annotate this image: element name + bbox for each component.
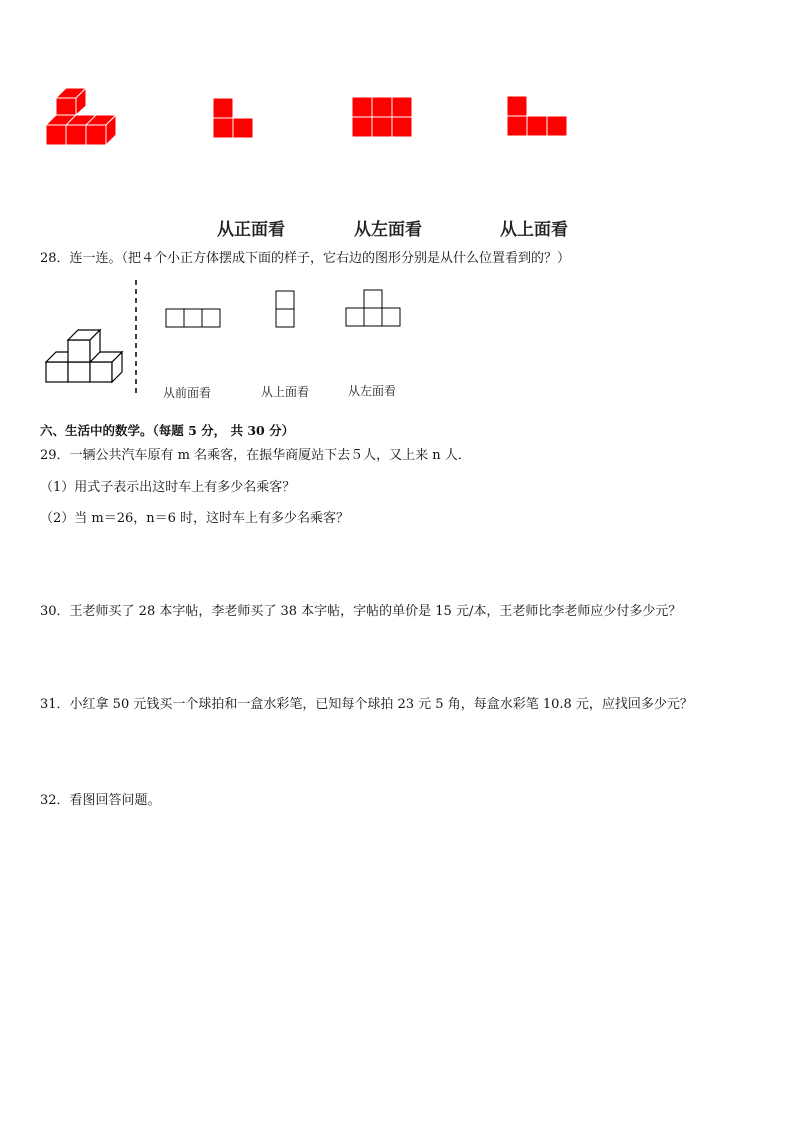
view-label-from-top: 从上面看 bbox=[261, 385, 310, 399]
outline-solid-figure bbox=[44, 326, 126, 384]
view-t-shape bbox=[345, 289, 403, 327]
question-29-part-2: （2）当 m＝26，n＝6 时，这时车上有多少名乘客？ bbox=[40, 511, 350, 526]
red-solid-figure bbox=[44, 84, 126, 146]
section-6-title: 六、生活中的数学。（每题 5 分， 共 30 分） bbox=[40, 423, 295, 438]
view-three-row bbox=[165, 308, 223, 328]
question-30: 30．王老师买了 28 本字帖，李老师买了 38 本字帖，字帖的单价是 15 元/本，王老师比李老师应少付多少元？ bbox=[40, 604, 682, 619]
red-view-long-l bbox=[506, 95, 568, 137]
view-label-top: 从上面看 bbox=[500, 220, 568, 240]
question-29-part-1: （1）用式子表示出这时车上有多少名乘客？ bbox=[40, 480, 296, 495]
divider-dashed-line bbox=[134, 280, 138, 396]
view-two-column bbox=[275, 290, 295, 328]
view-label-front: 从正面看 bbox=[217, 220, 285, 240]
question-31: 31．小红拿 50 元钱买一个球拍和一盒水彩笔，已知每个球拍 23 元 5 角，每盒水彩笔 10.8 元，应找回多少元？ bbox=[40, 697, 693, 712]
red-view-l-shape bbox=[212, 97, 256, 139]
question-28: 28．连一连。（把４个小正方体摆成下面的样子，它右边的图形分别是从什么位置看到的？） bbox=[40, 251, 571, 266]
red-view-2x3 bbox=[351, 96, 413, 138]
view-label-left: 从左面看 bbox=[354, 220, 422, 240]
question-29: 29．一辆公共汽车原有 m 名乘客，在振华商厦站下去５人，又上来 n 人． bbox=[40, 448, 471, 463]
question-32: 32．看图回答问题。 bbox=[40, 793, 161, 808]
view-label-from-front: 从前面看 bbox=[163, 386, 212, 400]
view-label-from-left: 从左面看 bbox=[348, 384, 397, 398]
